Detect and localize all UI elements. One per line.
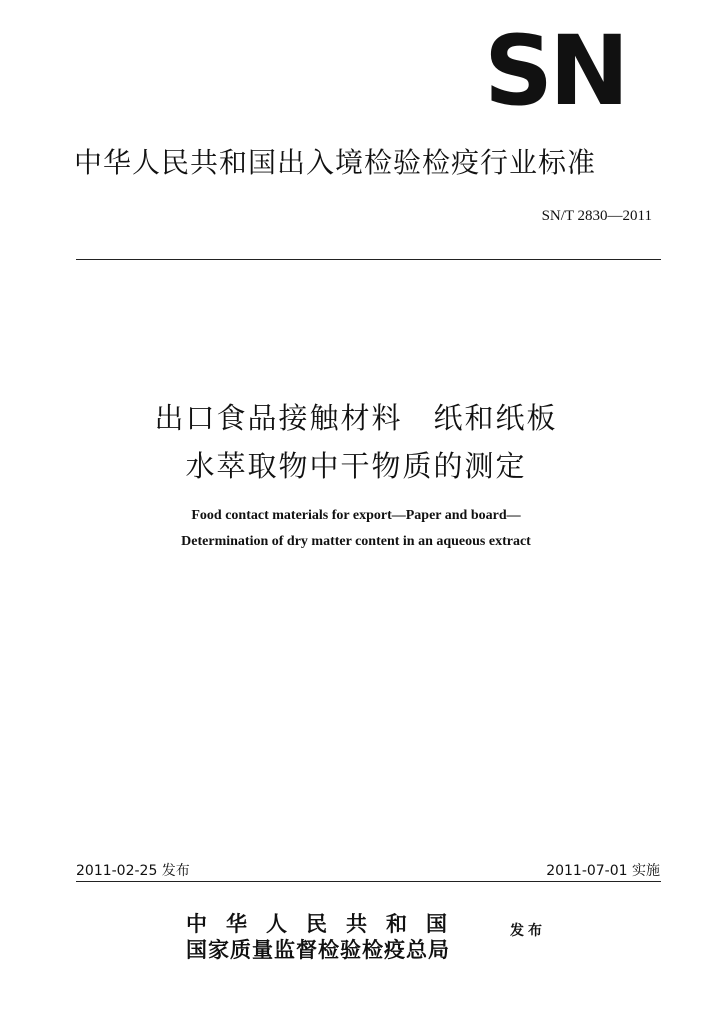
- top-divider: [76, 259, 661, 260]
- issuer-line-2: 国家质量监督检验检疫总局: [186, 937, 450, 962]
- implementation-date: 2011-07-01 实施: [546, 863, 660, 879]
- bottom-divider: [76, 881, 661, 882]
- english-title-line-2: Determination of dry matter content in an aqueous extract: [181, 534, 531, 549]
- chinese-title-line-2: 水萃取物中干物质的测定: [185, 449, 527, 483]
- english-title-line-1: Food contact materials for export—Paper and board—: [191, 508, 521, 523]
- publish-label: 发布: [510, 923, 546, 939]
- chinese-title-line-1: 出口食品接触材料 纸和纸板: [154, 401, 558, 435]
- organization-title: 中华人民共和国出入境检验检疫行业标准: [74, 146, 597, 179]
- standard-number: SN/T 2830—2011: [541, 208, 652, 224]
- sn-logo: SN: [484, 15, 626, 127]
- issue-date: 2011-02-25 发布: [76, 863, 190, 879]
- issuer-line-1: 中华人民共和国: [186, 911, 466, 936]
